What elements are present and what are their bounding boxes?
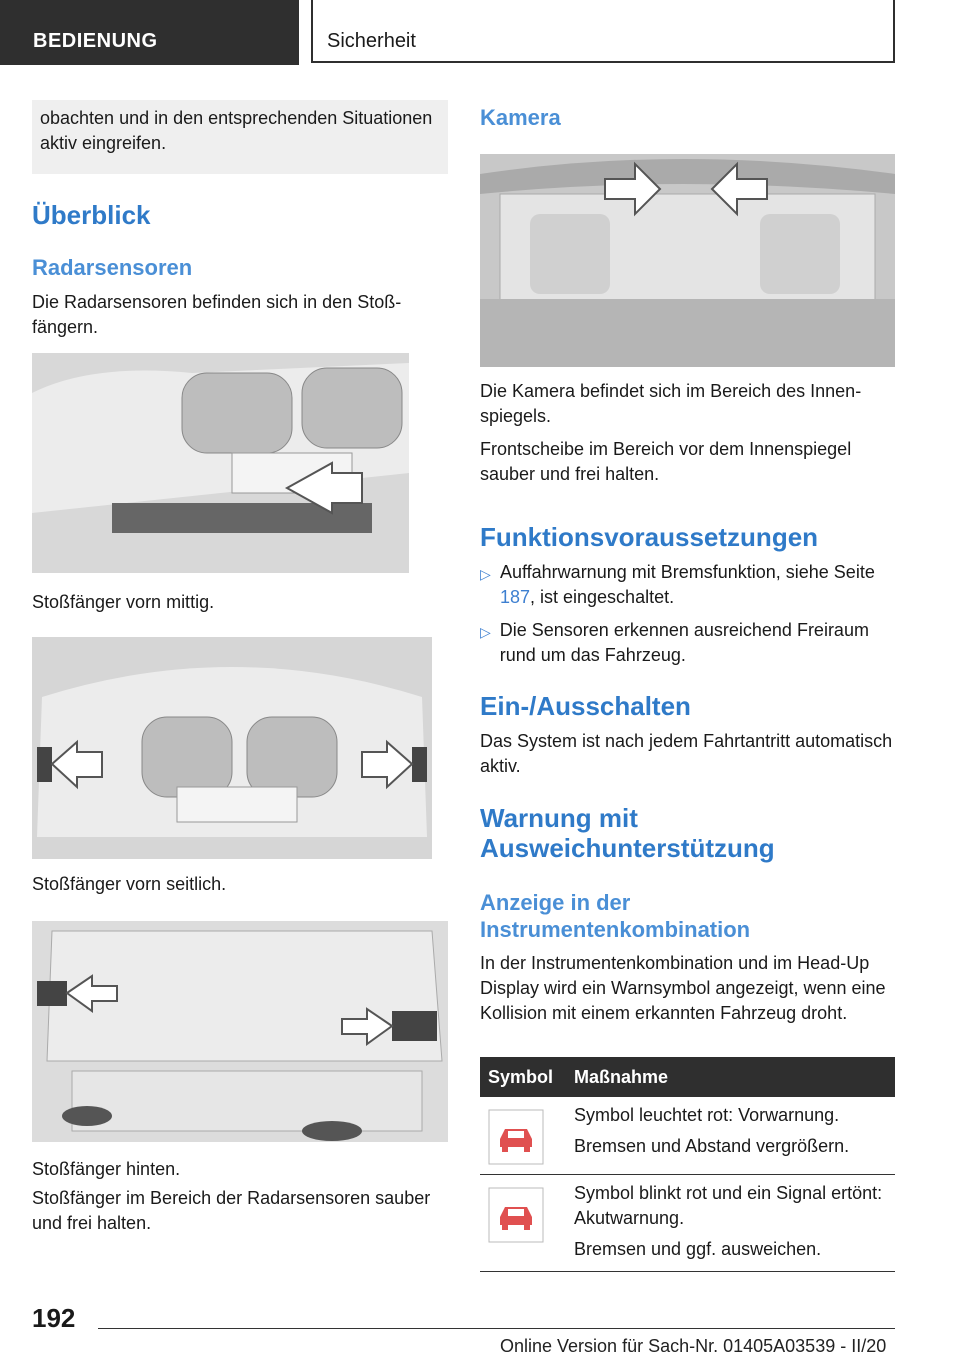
caption-front-side: Stoßfänger vorn seitlich. <box>32 874 227 894</box>
camera-text-1: Die Kamera befindet sich im Bereich des Innenspiegels. <box>480 381 862 426</box>
warn-heading-1: Warnung mit <box>480 803 638 833</box>
car-warning-icon <box>488 1187 544 1243</box>
bullet-icon: ▷ <box>480 624 491 640</box>
bullet-text: , ist eingeschaltet. <box>530 587 675 607</box>
action-text: Bremsen und Abstand vergrößern. <box>574 1136 850 1156</box>
onoff-text: Das System ist nach jedem Fahrtantritt automatisch aktiv. <box>480 731 893 776</box>
radar-text: Die Radarsensoren befinden sich in den Stoßfängern. <box>32 292 402 337</box>
bullet-icon: ▷ <box>480 566 491 582</box>
symbol-table <box>480 1057 895 1272</box>
footer-divider <box>98 1328 895 1329</box>
chapter-label: Sicherheit <box>327 30 416 52</box>
page-number: 192 <box>32 1303 76 1333</box>
action-text: Symbol blinkt rot und ein Signal ertönt: Akutwarnung. <box>574 1183 883 1228</box>
func-heading: Funktionsvoraussetzungen <box>480 522 819 552</box>
symbol-cell <box>480 1097 570 1174</box>
symbol-cell <box>480 1175 570 1271</box>
action-text: Bremsen und ggf. ausweichen. <box>574 1239 822 1259</box>
section-label: BEDIENUNG <box>33 30 158 52</box>
note-box: obachten und in den entsprechenden Situationen aktiv eingreifen. <box>32 100 448 174</box>
table-header <box>480 1057 895 1097</box>
rear-bumper-image <box>32 921 448 1142</box>
camera-text-2: Frontscheibe im Bereich vor dem Innenspiegel sauber und frei halten. <box>480 439 852 484</box>
bullet-text: Die Sensoren erkennen ausreichend Freiraum rund um das Fahrzeug. <box>499 620 869 665</box>
chapter-tab <box>311 0 895 63</box>
caption-clean: Stoßfänger im Bereich der Radarsensoren sauber und frei halten. <box>32 1188 431 1233</box>
col-action: Maßnahme <box>574 1066 669 1087</box>
warn-heading-2: Ausweichunterstützung <box>480 833 775 863</box>
overview-heading: Überblick <box>32 200 151 230</box>
front-center-bumper-image <box>32 353 409 573</box>
page-link[interactable]: 187 <box>499 587 531 607</box>
display-text: In der Instrumentenkombination und im Head-Up Display wird ein Warnsymbol angezeigt, wenn eine Kollision mit einem erkannten Fahrzeug droht. <box>480 953 886 1023</box>
footer-version: Online Version für Sach-Nr. 01405A03539 - II/20 <box>500 1336 887 1356</box>
list-item <box>480 560 895 610</box>
col-symbol: Symbol <box>488 1066 554 1087</box>
caption-front-center: Stoßfänger vorn mittig. <box>32 592 215 612</box>
radar-heading: Radarsensoren <box>32 255 193 280</box>
camera-heading: Kamera <box>480 105 561 130</box>
car-warning-icon <box>488 1109 544 1165</box>
list-item <box>480 618 895 668</box>
section-tab <box>0 0 299 65</box>
table-row <box>480 1175 895 1272</box>
onoff-heading: Ein-/Ausschalten <box>480 691 691 721</box>
caption-rear: Stoßfänger hinten. <box>32 1159 181 1179</box>
table-row <box>480 1097 895 1175</box>
display-heading-2: Instrumentenkombination <box>480 917 751 942</box>
display-heading-1: Anzeige in der <box>480 890 631 915</box>
camera-interior-image <box>480 154 895 367</box>
front-side-bumper-image <box>32 637 432 859</box>
action-text: Symbol leuchtet rot: Vorwarnung. <box>574 1105 840 1125</box>
bullet-text: Auffahrwarnung mit Bremsfunktion, siehe Seite <box>499 562 875 582</box>
